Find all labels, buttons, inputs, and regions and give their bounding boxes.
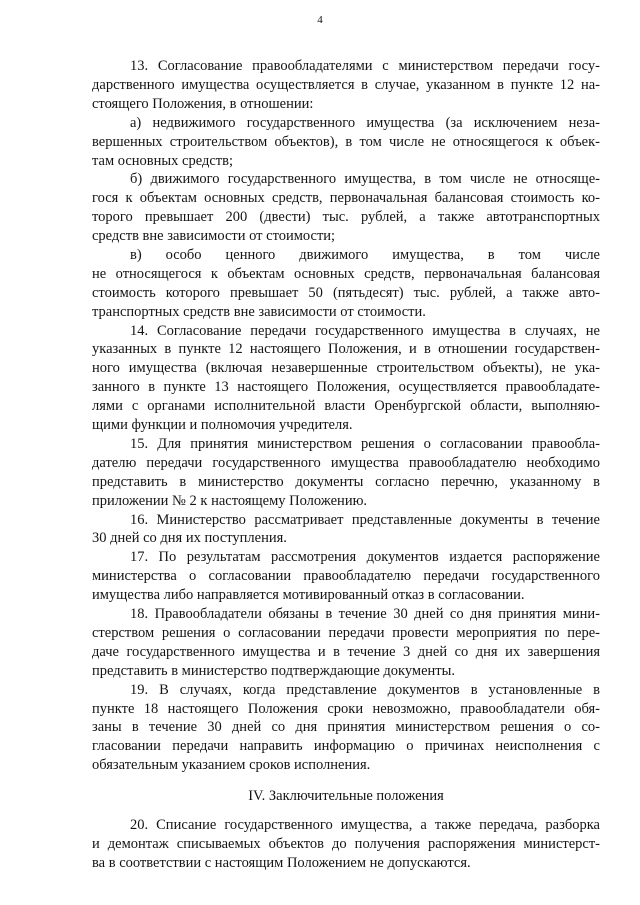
- text-line: ного имущества (включая незавершенные строительством объекты), не ука-: [92, 360, 600, 376]
- text-line: лями с органами исполнительной власти Оренбургской области, выполняю-: [92, 398, 600, 414]
- text-line: средств вне зависимости от стоимости;: [92, 228, 336, 244]
- text-line: щими функции и полномочия учредителя.: [92, 417, 353, 433]
- text-line: а) недвижимого государственного имущества (за исключением неза-: [130, 115, 600, 131]
- text-line: вершенных строительством объектов), в том числе не относящегося к объек-: [92, 134, 600, 150]
- text-line: 19. В случаях, когда представление документов в установленные в: [130, 682, 600, 698]
- text-line: даче государственного имущества и в течение 3 дней со дня их завершения: [92, 644, 600, 660]
- text-line: в) особо ценного движимого имущества, в том числе: [130, 247, 600, 263]
- text-line: представить в министерство документы согласно перечню, указанному в: [92, 474, 600, 490]
- text-line: не относящегося к объектам основных средств, первоначальная балансовая: [92, 266, 600, 282]
- text-line: 18. Правообладатели обязаны в течение 30 дней со дня принятия мини-: [130, 606, 600, 622]
- text-line: 16. Министерство рассматривает представленные документы в течение: [130, 512, 600, 528]
- text-line: 30 дней со дня их поступления.: [92, 530, 287, 546]
- text-line: ва в соответствии с настоящим Положением не допускаются.: [92, 855, 471, 871]
- text-line: стерством решения о согласовании передачи провести мероприятия по пере-: [92, 625, 600, 641]
- text-line: указанных в пункте 12 настоящего Положения, и в отношении государствен-: [92, 341, 600, 357]
- text-line: имущества либо направляется мотивированный отказ в согласовании.: [92, 587, 525, 603]
- text-line: гласовании передачи направить информацию о причинах неисполнения с: [92, 738, 600, 754]
- text-line: стоящего Положения, в отношении:: [92, 96, 314, 112]
- text-line: б) движимого государственного имущества, в том числе не относяще-: [130, 171, 600, 187]
- text-line: обязательным указанием сроков исполнения.: [92, 757, 371, 773]
- text-line: гося к объектам основных средств, первоначальная балансовая стоимость ко-: [92, 190, 600, 206]
- text-line: пункте 18 настоящего Положения сроки невозможно, правообладатели обя-: [92, 701, 600, 717]
- text-line: 17. По результатам рассмотрения документов издается распоряжение: [130, 549, 600, 565]
- text-line: дарственного имущества осуществляется в случае, указанном в пункте 12 на-: [92, 77, 600, 93]
- text-line: и демонтаж списываемых объектов до получения распоряжения министерст-: [92, 836, 600, 852]
- text-line: 20. Списание государственного имущества, а также передача, разборка: [130, 817, 600, 833]
- text-line: приложении № 2 к настоящему Положению.: [92, 493, 368, 509]
- section-heading: IV. Заключительные положения: [248, 788, 444, 804]
- text-line: представить в министерство подтверждающие документы.: [92, 663, 455, 679]
- text-line: 14. Согласование передачи государственного имущества в случаях, не: [130, 323, 600, 339]
- text-line: там основных средств;: [92, 153, 233, 169]
- page-number: 4: [317, 14, 323, 26]
- text-line: стоимость которого превышает 50 (пятьдесят) тыс. рублей, а также авто-: [92, 285, 600, 301]
- text-line: 13. Согласование правообладателями с министерством передачи госу-: [130, 58, 600, 74]
- text-line: министерства о согласовании правообладателю передачи государственного: [92, 568, 600, 584]
- text-line: 15. Для принятия министерством решения о согласовании правообла-: [130, 436, 600, 452]
- text-line: торого превышает 200 (двести) тыс. рублей, а также автотранспортных: [92, 209, 600, 225]
- text-line: занного в пункте 13 настоящего Положения, осуществляется правообладате-: [92, 379, 600, 395]
- text-line: дателю передачи государственного имущества правообладателю необходимо: [92, 455, 600, 471]
- text-line: заны в течение 30 дней со дня принятия министерством решения о со-: [92, 719, 600, 735]
- text-line: транспортных средств вне зависимости от стоимости.: [92, 304, 426, 320]
